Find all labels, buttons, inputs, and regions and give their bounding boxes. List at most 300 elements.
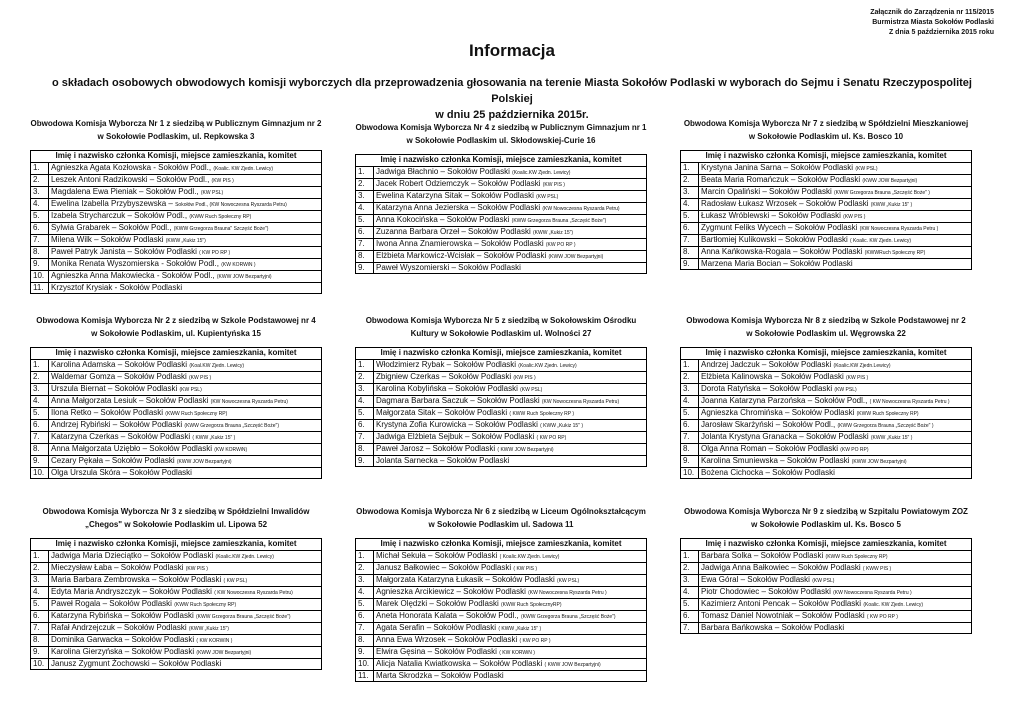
member-cell — [699, 210, 972, 222]
member-committee: (KW Nowoczesna Ryszarda Petru ) — [833, 589, 912, 596]
member-committee: ( KW PSL) — [223, 577, 248, 584]
member-committee: ( KWW PIS ) — [862, 565, 892, 572]
commission-heading — [30, 118, 322, 143]
table-row — [31, 562, 322, 574]
member-number: 8. — [681, 246, 699, 258]
member-committee: (Koalic.KW Zjedn. Lewicy) — [215, 553, 274, 560]
member-number: 11. — [31, 282, 49, 294]
table-row — [31, 162, 322, 174]
table-row — [31, 658, 322, 670]
member-committee: (KW PIS ) — [845, 374, 869, 381]
table-row — [31, 610, 322, 622]
member-number: 4. — [31, 198, 49, 210]
members-table — [680, 150, 972, 270]
member-name: Paweł Jarosz – Sokołów Podlaski — [376, 443, 496, 453]
member-name: Elżbieta Markowicz-Wcisłak – Sokołów Podlaski — [376, 250, 547, 260]
member-committee: ( KW PO RP ) — [866, 613, 898, 620]
member-name: Olga Anna Roman – Sokołów Podlaski — [701, 443, 838, 453]
member-cell — [49, 598, 322, 610]
member-number: 6. — [31, 419, 49, 431]
member-cell — [699, 234, 972, 246]
member-name: Monika Renata Wyszomierska - Sokołów Podl., — [51, 258, 219, 268]
member-committee: (KW PSL) — [536, 193, 559, 200]
member-committee: ( KWW Ruch Społeczny RP ) — [509, 410, 575, 417]
member-name: Bartłomiej Kulikowski – Sokołów Podlaski — [701, 234, 848, 244]
member-cell — [374, 574, 647, 586]
member-cell — [49, 395, 322, 407]
member-number: 4. — [356, 586, 374, 598]
commission-panel — [355, 315, 647, 467]
member-number: 9. — [31, 455, 49, 467]
member-number: 5. — [356, 407, 374, 419]
member-cell — [699, 431, 972, 443]
member-cell — [374, 431, 647, 443]
attachment-line: Burmistrza Miasta Sokołów Podlaski — [872, 19, 994, 26]
table-row — [31, 455, 322, 467]
member-number: 1. — [356, 550, 374, 562]
member-cell — [699, 598, 972, 610]
member-committee: (KWW „Kukiz 15" ) — [870, 434, 913, 441]
member-name: Krystyna Janina Sarna – Sokołów Podlaski — [701, 162, 854, 172]
member-committee: (KW PO RP ) — [545, 241, 576, 248]
member-name: Dominika Garwacka – Sokołów Podlaski — [51, 634, 195, 644]
member-name: Paweł Wyszomierski – Sokołów Podlaski — [376, 262, 521, 272]
member-committee: (KW KORWiN) — [214, 446, 248, 453]
table-header-row — [356, 155, 647, 167]
member-committee: ( KWW „Kukiz 15" ) — [192, 434, 236, 441]
table-row — [356, 238, 647, 250]
member-cell — [374, 238, 647, 250]
member-committee: (KWW „Kukiz 15" ) — [870, 201, 913, 208]
member-name: Marzena Maria Bocian – Sokołów Podlaski — [701, 258, 853, 268]
member-committee: (KWW JOW Bezpartyjni) — [862, 177, 918, 184]
member-name: Michał Sekuła – Sokołów Podlaski — [376, 550, 498, 560]
member-name: Tomasz Daniel Nowotniak – Sokołów Podlaski — [701, 610, 865, 620]
member-name: Milena Wilk – Sokołów Podlaski — [51, 234, 164, 244]
member-cell — [699, 371, 972, 383]
member-committee: (KW PIS ) — [513, 374, 536, 381]
member-name: Małgorzata Sitak – Sokołów Podlaski — [376, 407, 508, 417]
commission-panel — [680, 118, 972, 270]
commission-panel — [30, 118, 322, 294]
member-cell — [699, 574, 972, 586]
table-row — [681, 162, 972, 174]
member-name: Anna Małgorzata Lesiuk – Sokołów Podlaski — [51, 395, 209, 405]
table-row — [681, 622, 972, 634]
table-row — [356, 574, 647, 586]
member-committee: (KW Nowoczesna Ryszarda Petru) — [542, 205, 620, 212]
member-cell — [49, 419, 322, 431]
commission-panel — [30, 506, 322, 670]
member-number: 4. — [31, 395, 49, 407]
table-header-row — [356, 539, 647, 551]
member-name: Waldemar Gomza – Sokołów Podlaski — [51, 371, 187, 381]
member-cell — [374, 610, 647, 622]
member-committee: (KW PIS ) — [542, 181, 565, 188]
table-row — [681, 246, 972, 258]
member-name: Agnieszka Anna Makowiecka - Sokołów Podl., — [51, 270, 215, 280]
member-committee: (KWW Grzegorza Brauna „Szczęść Boże") — [195, 613, 291, 620]
member-number: 3. — [681, 574, 699, 586]
member-number: 7. — [681, 431, 699, 443]
attachment-note — [870, 8, 994, 38]
member-name: Jarosław Skarżyński – Sokołów Podl., — [701, 419, 836, 429]
table-header: Imię i nazwisko członka Komisji, miejsce zamieszkania, komitet — [681, 539, 972, 551]
table-row — [356, 431, 647, 443]
member-cell — [374, 455, 647, 467]
table-row — [681, 598, 972, 610]
table-row — [681, 443, 972, 455]
member-number: 7. — [681, 622, 699, 634]
member-committee: (KW PSL) — [520, 386, 543, 393]
commission-heading-line: Obwodowa Komisja Wyborcza Nr 2 z siedzibą w Szkole Podstawowej nr 4 — [36, 316, 316, 325]
table-header: Imię i nazwisko członka Komisji, miejsce zamieszkania, komitet — [356, 539, 647, 551]
member-name: Ilona Retko – Sokołów Podlaski — [51, 407, 164, 417]
commission-heading — [680, 506, 972, 531]
commission-heading-line: w Sokołowie Podlaskim ul. Węgrowska 22 — [746, 328, 906, 338]
member-cell — [49, 234, 322, 246]
table-header: Imię i nazwisko członka Komisji, miejsce zamieszkania, komitet — [681, 348, 972, 360]
attachment-line: Załącznik do Zarządzenia nr 115/2015 — [870, 9, 994, 16]
member-number: 10. — [31, 467, 49, 479]
member-number: 3. — [681, 383, 699, 395]
members-table — [355, 347, 647, 467]
table-row — [356, 550, 647, 562]
member-number: 7. — [31, 234, 49, 246]
table-row — [681, 395, 972, 407]
member-name: Dorota Ratyńska – Sokołów Podlaski — [701, 383, 833, 393]
member-number: 10. — [681, 467, 699, 479]
member-number: 4. — [681, 586, 699, 598]
commission-heading — [355, 506, 647, 531]
member-name: Ewelina Katarzyna Sitak – Sokołów Podlaski — [376, 190, 534, 200]
member-name: Aneta Honorata Kalata – Sokołów Podl., — [376, 610, 519, 620]
table-row — [356, 178, 647, 190]
member-number: 3. — [681, 186, 699, 198]
table-row — [356, 407, 647, 419]
member-cell — [49, 258, 322, 270]
member-cell — [374, 250, 647, 262]
member-name: Zuzanna Barbara Orzeł – Sokołów Podlaski — [376, 226, 531, 236]
member-number: 5. — [356, 598, 374, 610]
member-name: Marcin Opaliński – Sokołów Podlaski — [701, 186, 832, 196]
table-row — [681, 562, 972, 574]
member-number: 9. — [31, 646, 49, 658]
member-number: 5. — [31, 598, 49, 610]
member-number: 6. — [31, 610, 49, 622]
member-committee: (KWW JOW Bezpartyjni) — [548, 253, 604, 260]
member-committee: (KW PO RP) — [840, 446, 869, 453]
member-committee: (KWW JOW Bezpartyjni) — [196, 649, 252, 656]
member-name: Anna Ewa Wrzosek – Sokołów Podlaski — [376, 634, 518, 644]
member-committee: (Koalic.KW Zjedn. Lewicy) — [512, 169, 571, 176]
member-name: Krzysztof Krysiak - Sokołów Podlaski — [51, 282, 183, 292]
member-name: Marek Olędzki – Sokołów Podlaski — [376, 598, 499, 608]
member-number: 1. — [681, 359, 699, 371]
table-row — [356, 419, 647, 431]
member-number: 7. — [356, 431, 374, 443]
commission-heading-line: Obwodowa Komisja Wyborcza Nr 6 z siedzibą w Liceum Ogólnokształcącym — [356, 507, 646, 516]
member-name: Rafał Andrzejczuk – Sokołów Podlaski — [51, 622, 187, 632]
table-row — [356, 634, 647, 646]
table-row — [356, 443, 647, 455]
member-committee: (KWW JOW Bezpartyjni) — [176, 458, 232, 465]
member-name: Izabela Strycharczuk – Sokołów Podl., — [51, 210, 188, 220]
member-name: Piotr Chodowiec – Sokołów Podlaski — [701, 586, 831, 596]
member-number: 5. — [356, 214, 374, 226]
table-row — [31, 222, 322, 234]
member-cell — [49, 634, 322, 646]
member-cell — [49, 186, 322, 198]
member-committee: (KW PIS ) — [185, 565, 208, 572]
member-number: 8. — [31, 246, 49, 258]
table-row — [356, 586, 647, 598]
member-cell — [699, 467, 972, 479]
table-row — [356, 166, 647, 178]
table-row — [681, 431, 972, 443]
member-number: 9. — [681, 455, 699, 467]
table-row — [681, 186, 972, 198]
member-committee: (KW PSL) — [557, 577, 580, 584]
member-name: Barbara Bańkowska – Sokołów Podlaski — [701, 622, 845, 632]
commission-panel — [355, 506, 647, 682]
member-cell — [49, 210, 322, 222]
member-number: 1. — [31, 359, 49, 371]
member-cell — [49, 658, 322, 670]
member-number: 1. — [31, 162, 49, 174]
table-row — [31, 646, 322, 658]
member-cell — [49, 586, 322, 598]
member-name: Zbigniew Czerkas – Sokołów Podlaski — [376, 371, 512, 381]
member-number: 11. — [356, 670, 374, 682]
member-name: Mieczysław Łaba – Sokołów Podlaski — [51, 562, 184, 572]
commission-heading-line: Obwodowa Komisja Wyborcza Nr 8 z siedzibą w Szkole Podstawowej nr 2 — [686, 316, 966, 325]
member-committee: (KWW Ruch SpołecznyRP) — [500, 601, 562, 608]
table-row — [31, 443, 322, 455]
member-committee: ( KW KORWIN ) — [196, 637, 233, 644]
member-number: 2. — [356, 562, 374, 574]
member-cell — [49, 455, 322, 467]
table-row — [31, 270, 322, 282]
member-name: Karolina Adamska – Sokołów Podlaski — [51, 359, 188, 369]
table-row — [31, 574, 322, 586]
table-row — [31, 359, 322, 371]
member-committee: (KW PSL) — [179, 386, 202, 393]
member-committee: (KWW JOW Bezpartyjni) — [851, 458, 907, 465]
member-number: 3. — [356, 574, 374, 586]
member-number: 9. — [681, 258, 699, 270]
member-number: 2. — [31, 562, 49, 574]
member-number: 5. — [681, 598, 699, 610]
commission-heading-line: Obwodowa Komisja Wyborcza Nr 1 z siedzibą w Publicznym Gimnazjum nr 2 — [30, 119, 322, 128]
member-name: Bożena Cichocka – Sokołów Podlaski — [701, 467, 835, 477]
table-row — [681, 359, 972, 371]
member-name: Dagmara Barbara Saczuk – Sokołów Podlaski — [376, 395, 540, 405]
member-cell — [49, 359, 322, 371]
table-row — [681, 222, 972, 234]
member-cell — [374, 658, 647, 670]
page-title: Informacja — [469, 41, 555, 60]
member-committee: ( KWW JOW Bezpartyjni) — [497, 446, 554, 453]
member-number: 7. — [356, 622, 374, 634]
table-row — [356, 658, 647, 670]
member-number: 9. — [31, 258, 49, 270]
member-committee: (KWW Grzegorza Brauna „Szczęść Boże") — [511, 217, 607, 224]
table-row — [31, 395, 322, 407]
member-number: 4. — [31, 586, 49, 598]
member-name: Leszek Antoni Radzikowski – Sokołów Podl., — [51, 174, 210, 184]
commission-heading — [30, 506, 322, 531]
member-number: 9. — [356, 646, 374, 658]
member-committee: (KWW „Kukiz 15") — [188, 625, 229, 632]
member-cell — [49, 222, 322, 234]
table-row — [681, 174, 972, 186]
commission-heading-line: Kultury w Sokołowie Podlaskim ul. Wolności 27 — [410, 328, 592, 338]
member-name: Maria Barbara Zembrowska – Sokołów Podlaski — [51, 574, 222, 584]
member-name: Iwona Anna Znamierowska – Sokołów Podlaski — [376, 238, 544, 248]
member-cell — [374, 598, 647, 610]
member-committee: (KWW Grzegorza Brauna" Szczęść Boże") — [173, 225, 269, 232]
members-table — [30, 538, 322, 670]
member-cell — [699, 455, 972, 467]
member-number: 1. — [681, 162, 699, 174]
member-cell — [699, 198, 972, 210]
member-name: Paweł Patryk Janista – Sokołów Podlaski — [51, 246, 197, 256]
member-cell — [49, 174, 322, 186]
member-name: Agnieszka Agata Kozłowska - Sokołów Podl., — [51, 162, 212, 172]
member-committee: ( KWW „Kukiz 15" ) — [498, 625, 542, 632]
member-number: 9. — [356, 262, 374, 274]
member-number: 4. — [356, 202, 374, 214]
table-row — [356, 562, 647, 574]
commission-heading — [355, 315, 647, 340]
member-name: Barbara Solka – Sokołów Podlaski — [701, 550, 824, 560]
table-row — [681, 234, 972, 246]
table-row — [356, 359, 647, 371]
member-committee: (KW PIS ) — [189, 374, 212, 381]
member-name: Zygmunt Feliks Wycech – Sokołów Podlaski — [701, 222, 858, 232]
table-row — [31, 383, 322, 395]
members-table — [355, 538, 647, 682]
member-cell — [374, 622, 647, 634]
member-name: Włodzimierz Rybak – Sokołów Podlaski — [376, 359, 517, 369]
member-cell — [699, 550, 972, 562]
member-number: 4. — [356, 395, 374, 407]
attachment-line: Z dnia 5 października 2015 roku — [888, 29, 994, 36]
member-committee: ( KWW „Kukiz 15" ) — [540, 422, 583, 429]
table-row — [681, 407, 972, 419]
table-header: Imię i nazwisko członka Komisji, miejsce zamieszkania, komitet — [31, 151, 322, 163]
member-cell — [374, 550, 647, 562]
member-name: Małgorzata Katarzyna Łukasik – Sokołów Podlaski — [376, 574, 555, 584]
commission-heading-line: „Chegos" w Sokołowie Podlaskim ul. Lipowa 52 — [84, 519, 268, 529]
table-header: Imię i nazwisko członka Komisji, miejsce zamieszkania, komitet — [356, 155, 647, 167]
table-row — [356, 202, 647, 214]
member-committee: (KWW Ruch Społeczny RP) — [174, 601, 237, 608]
commission-panel — [355, 122, 647, 274]
table-row — [356, 214, 647, 226]
member-committee: (KW PIS ) — [211, 177, 234, 184]
member-number: 6. — [356, 610, 374, 622]
page-subtitle — [40, 75, 984, 123]
member-cell — [699, 174, 972, 186]
member-committee: (KWW Grzegorza Brauna „Szczęść Boże") — [521, 613, 616, 620]
member-cell — [49, 198, 322, 210]
member-name: Katarzyna Czerkas – Sokołów Podlaski — [51, 431, 191, 441]
member-cell — [374, 214, 647, 226]
member-number: 3. — [356, 383, 374, 395]
member-cell — [699, 246, 972, 258]
member-number: 5. — [31, 407, 49, 419]
member-name: Elżbieta Kalinowska – Sokołów Podlaski — [701, 371, 844, 381]
table-header-row — [681, 151, 972, 163]
member-cell — [49, 246, 322, 258]
member-number: 6. — [31, 222, 49, 234]
member-committee: (KW PSL) — [200, 189, 224, 196]
table-row — [681, 198, 972, 210]
member-cell — [699, 186, 972, 198]
member-cell — [374, 419, 647, 431]
commission-heading — [30, 315, 322, 340]
member-name: Łukasz Wróblewski – Sokołów Podlaski — [701, 210, 841, 220]
member-committee: ( KW KORWiN ) — [499, 649, 535, 656]
table-row — [356, 383, 647, 395]
table-row — [356, 395, 647, 407]
table-row — [681, 467, 972, 479]
member-cell — [374, 634, 647, 646]
member-name: Jacek Robert Odziemczyk – Sokołów Podlaski — [376, 178, 541, 188]
table-row — [31, 210, 322, 222]
member-name: Marta Skrodzka – Sokołów Podlaski — [376, 670, 504, 680]
member-cell — [49, 270, 322, 282]
member-name: Alicja Natalia Kwiatkowska – Sokołów Podlaski — [376, 658, 543, 668]
member-number: 5. — [31, 210, 49, 222]
table-row — [356, 610, 647, 622]
member-number: 1. — [681, 550, 699, 562]
member-committee: ( KW PIS ) — [513, 565, 538, 572]
member-number: 8. — [681, 443, 699, 455]
table-row — [356, 371, 647, 383]
member-number: 10. — [31, 658, 49, 670]
member-cell — [374, 202, 647, 214]
table-row — [681, 550, 972, 562]
member-name: Joanna Katarzyna Parzońska – Sokołów Podl., — [701, 395, 868, 405]
commission-heading — [680, 315, 972, 340]
member-name: Agnieszka Arcikiewicz – Sokołów Podlaski — [376, 586, 526, 596]
member-cell — [374, 383, 647, 395]
commission-heading-line: Obwodowa Komisja Wyborcza Nr 9 z siedzibą w Szpitalu Powiatowym ZOZ — [684, 507, 968, 516]
table-row — [356, 226, 647, 238]
table-row — [31, 282, 322, 294]
member-cell — [49, 443, 322, 455]
member-name: Agata Serafin – Sokołów Podlaski — [376, 622, 497, 632]
member-committee: (KW KORWiN ) — [221, 261, 256, 268]
member-number: 1. — [31, 550, 49, 562]
member-number: 8. — [356, 443, 374, 455]
member-cell — [374, 646, 647, 658]
commission-heading-line: w Sokołowie Podlaskim ul. Ks. Bosco 5 — [751, 519, 901, 529]
member-name: Karolina Smuniewska – Sokołów Podlaski — [701, 455, 850, 465]
table-row — [31, 634, 322, 646]
member-name: Sylwia Grabarek – Sokołów Podl., — [51, 222, 172, 232]
member-committee: ( KWW JOW Bezpartyjni) — [544, 661, 601, 668]
table-row — [356, 262, 647, 274]
member-name: Katarzyna Rybińska – Sokołów Podlaski — [51, 610, 194, 620]
member-number: 6. — [681, 610, 699, 622]
commission-heading — [680, 118, 972, 143]
table-row — [31, 198, 322, 210]
member-number: 8. — [356, 250, 374, 262]
